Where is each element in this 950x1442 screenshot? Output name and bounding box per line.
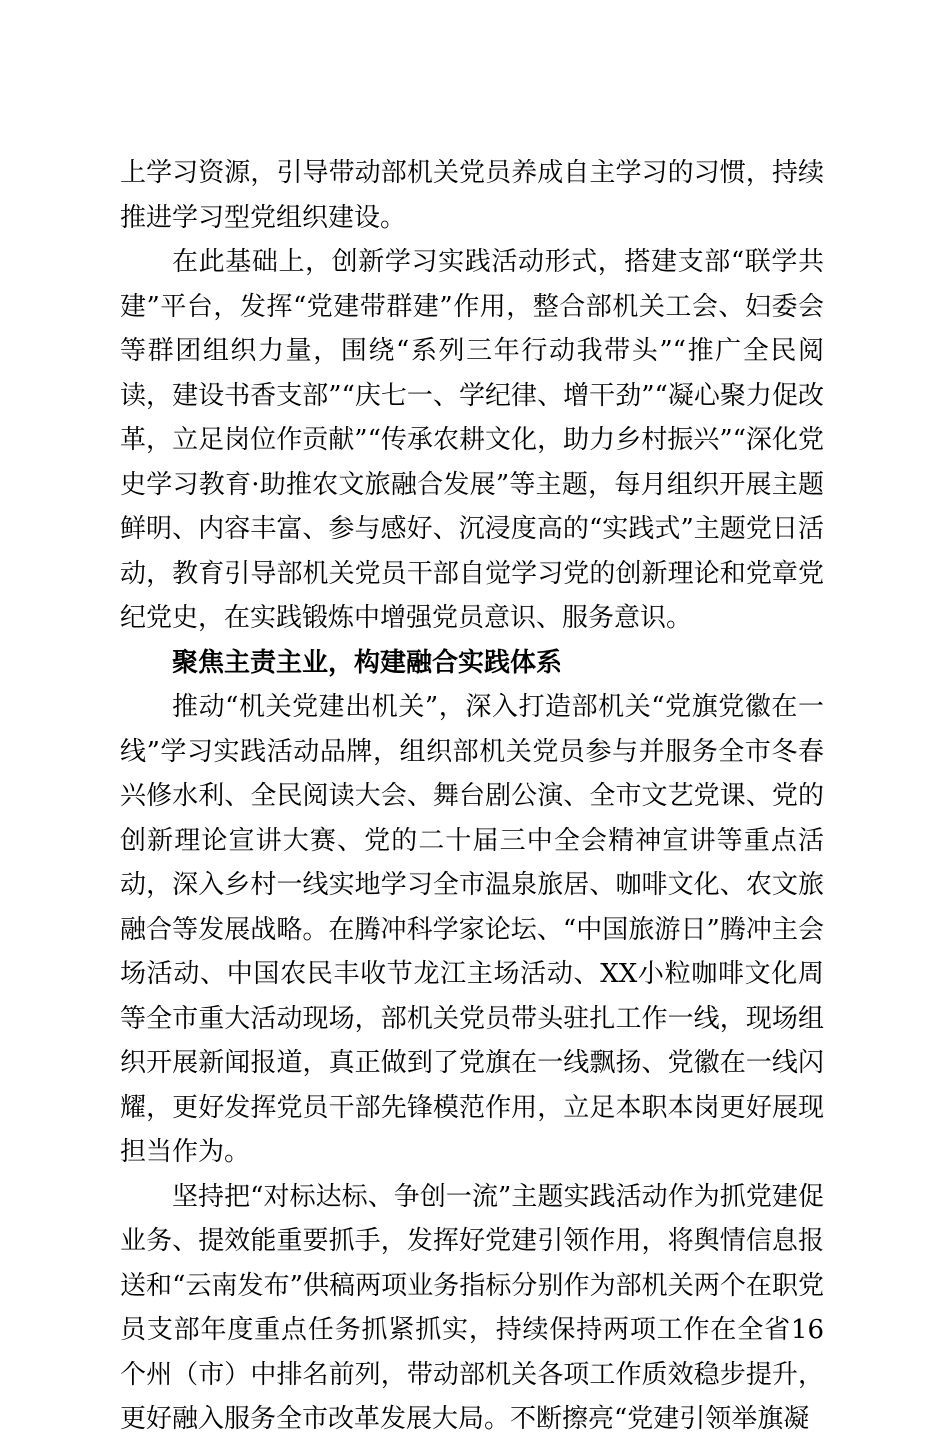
paragraph: 坚持把“对标达标、争创一流”主题实践活动作为抓党建促业务、提效能重要抓手，发挥好党建引领作用，将舆情信息报送和“云南发布”供稿两项业务指标分别作为部机关两个在职党员支部年度重点任务抓紧抓实，持续保持两项工作在全省16个州（市）中排名前列，带动部机关各项工作质效稳步提升，更好融入服务全市改革发展大局。不断擦亮“党建引领举旗凝 — [120, 1181, 824, 1434]
section-heading: 聚焦主责主业，构建融合实践体系 — [172, 647, 563, 678]
document-body — [120, 151, 824, 1442]
paragraph: 在此基础上，创新学习实践活动形式，搭建支部“联学共建”平台，发挥“党建带群建”作用，整合部机关工会、妇委会等群团组织力量，围绕“系列三年行动我带头”“推广全民阅读，建设书香支部”“庆七一、学纪律、增干劲”“凝心聚力促改革，立足岗位作贡献”“传承农耕文化，助力乡村振兴”“深化党史学习教育·助推农文旅融合发展”等主题，每月组织开展主题鲜明、内容丰富、参与感好、沉浸度高的“实践式”主题党日活动，教育引导部机关党员干部自觉学习党的创新理论和党章党纪党史，在实践锻炼中增强党员意识、服务意识。 — [120, 247, 824, 633]
paragraph: 推动“机关党建出机关”，深入打造部机关“党旗党徽在一线”学习实践活动品牌，组织部机关党员参与并服务全市冬春兴修水利、全民阅读大会、舞台剧公演、全市文艺党课、党的创新理论宣讲大赛、党的二十届三中全会精神宣讲等重点活动，深入乡村一线实地学习全市温泉旅居、咖啡文化、农文旅融合等发展战略。在腾冲科学家论坛、“中国旅游日”腾冲主会场活动、中国农民丰收节龙江主场活动、XX小粒咖啡文化周等全市重大活动现场，部机关党员带头驻扎工作一线，现场组织开展新闻报道，真正做到了党旗在一线飘扬、党徽在一线闪耀，更好发挥党员干部先锋模范作用，立足本职本岗更好展现担当作为。 — [120, 692, 824, 1167]
paragraph-continued: 上学习资源，引导带动部机关党员养成自主学习的习惯，持续推进学习型党组织建设。 — [120, 158, 824, 233]
